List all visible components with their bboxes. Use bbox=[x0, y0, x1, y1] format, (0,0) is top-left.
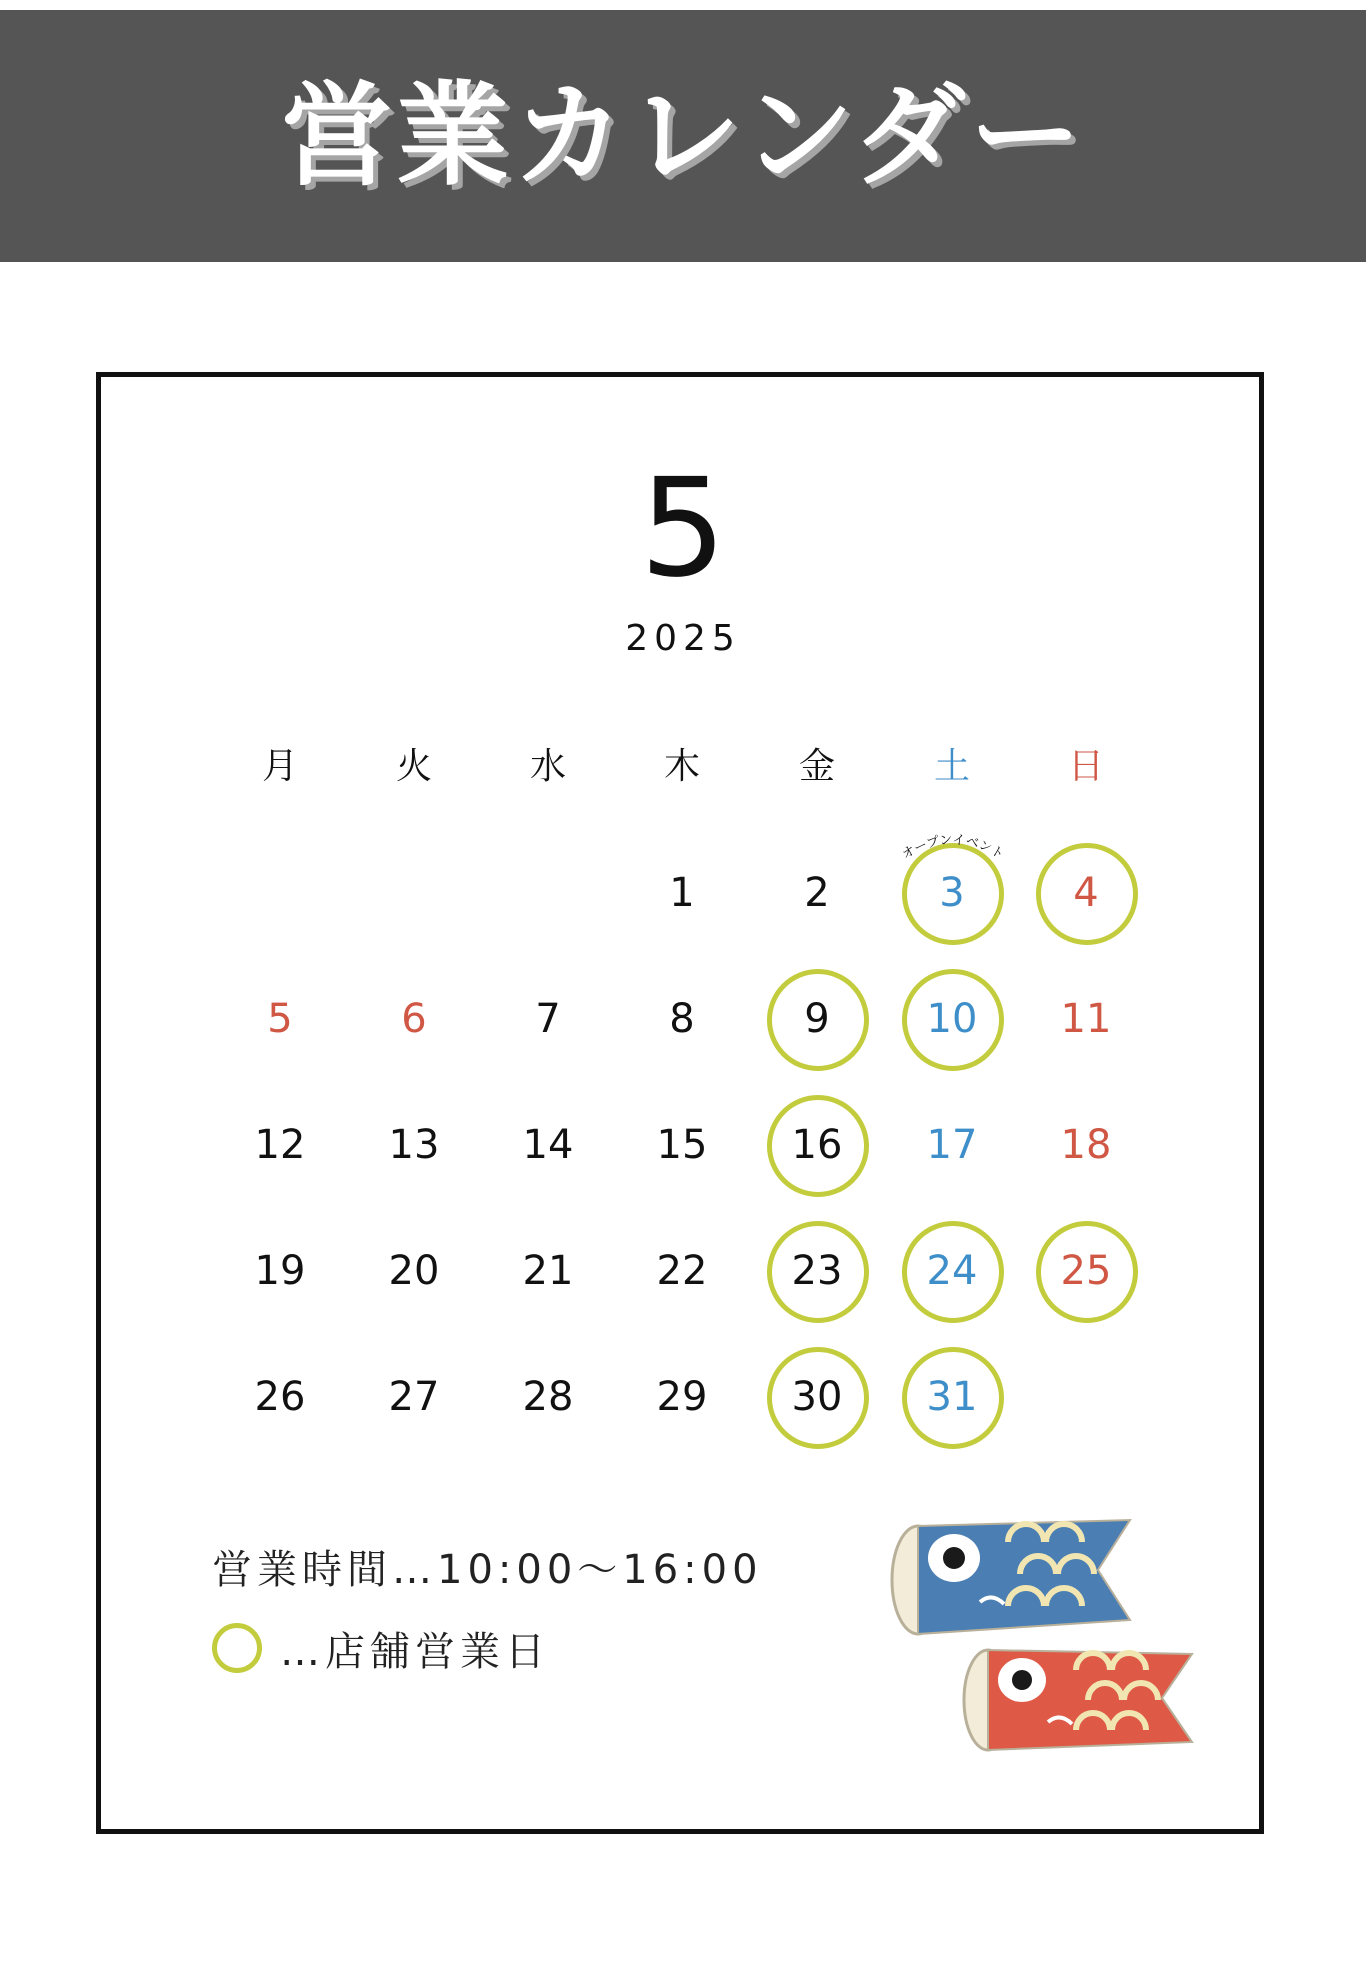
event-label-text: オープンイベント bbox=[899, 832, 1007, 863]
weekday-0: 月 bbox=[261, 746, 298, 787]
koinobori-blue-icon bbox=[880, 1512, 1140, 1642]
legend-text: …店舗営業日 bbox=[280, 1629, 550, 1675]
calendar-day: 12 bbox=[254, 1122, 306, 1168]
calendar-day: 11 bbox=[1060, 996, 1112, 1042]
calendar-day: 2 bbox=[804, 870, 830, 916]
calendar-day: 14 bbox=[522, 1122, 574, 1168]
calendar-day-open: 31 bbox=[904, 1349, 1000, 1445]
calendar-day-open: 30 bbox=[769, 1349, 865, 1445]
calendar-day: 29 bbox=[656, 1374, 708, 1420]
calendar-day: 26 bbox=[254, 1374, 306, 1420]
calendar-day: 28 bbox=[522, 1374, 574, 1420]
calendar-day: 19 bbox=[254, 1248, 306, 1294]
calendar-day: 5 bbox=[267, 996, 293, 1042]
calendar-day: 18 bbox=[1060, 1122, 1112, 1168]
calendar-day-open: 25 bbox=[1038, 1223, 1134, 1319]
svg-text:オープンイベント bbox=[900, 833, 1007, 863]
header-banner bbox=[0, 10, 1366, 262]
business-hours: 営業時間…10:00〜16:00 bbox=[212, 1547, 763, 1593]
calendar-day: 1 bbox=[669, 870, 695, 916]
calendar-day: 7 bbox=[535, 996, 561, 1042]
weekday-1: 火 bbox=[395, 746, 432, 787]
calendar-day-open: 23 bbox=[769, 1223, 865, 1319]
weekday-5: 土 bbox=[933, 746, 970, 787]
event-label bbox=[878, 828, 1028, 878]
calendar-day: 27 bbox=[388, 1374, 440, 1420]
weekday-4: 金 bbox=[798, 746, 835, 787]
calendar-day-open: 16 bbox=[769, 1097, 865, 1193]
calendar-month: 5 bbox=[639, 450, 727, 608]
calendar-day-open: 3 bbox=[904, 845, 1000, 941]
legend-open-circle-icon bbox=[212, 1623, 262, 1673]
calendar-year: 2025 bbox=[625, 618, 741, 659]
calendar-day: 22 bbox=[656, 1248, 708, 1294]
calendar-day: 13 bbox=[388, 1122, 440, 1168]
weekday-6: 日 bbox=[1067, 746, 1104, 787]
calendar-day: 8 bbox=[669, 996, 695, 1042]
calendar-day-open: 24 bbox=[904, 1223, 1000, 1319]
koinobori-red-icon bbox=[964, 1650, 1192, 1750]
calendar-day: 20 bbox=[388, 1248, 440, 1294]
calendar-day: 15 bbox=[656, 1122, 708, 1168]
weekday-2: 水 bbox=[529, 746, 566, 787]
calendar-day-open: 4 bbox=[1038, 845, 1134, 941]
calendar-day: 6 bbox=[401, 996, 427, 1042]
calendar-day-open: 10 bbox=[904, 971, 1000, 1067]
page-title: 営業カレンダー bbox=[280, 71, 1086, 201]
calendar-day: 21 bbox=[522, 1248, 574, 1294]
weekday-3: 木 bbox=[663, 746, 700, 787]
calendar-day: 17 bbox=[926, 1122, 978, 1168]
calendar-day-open: 9 bbox=[769, 971, 865, 1067]
